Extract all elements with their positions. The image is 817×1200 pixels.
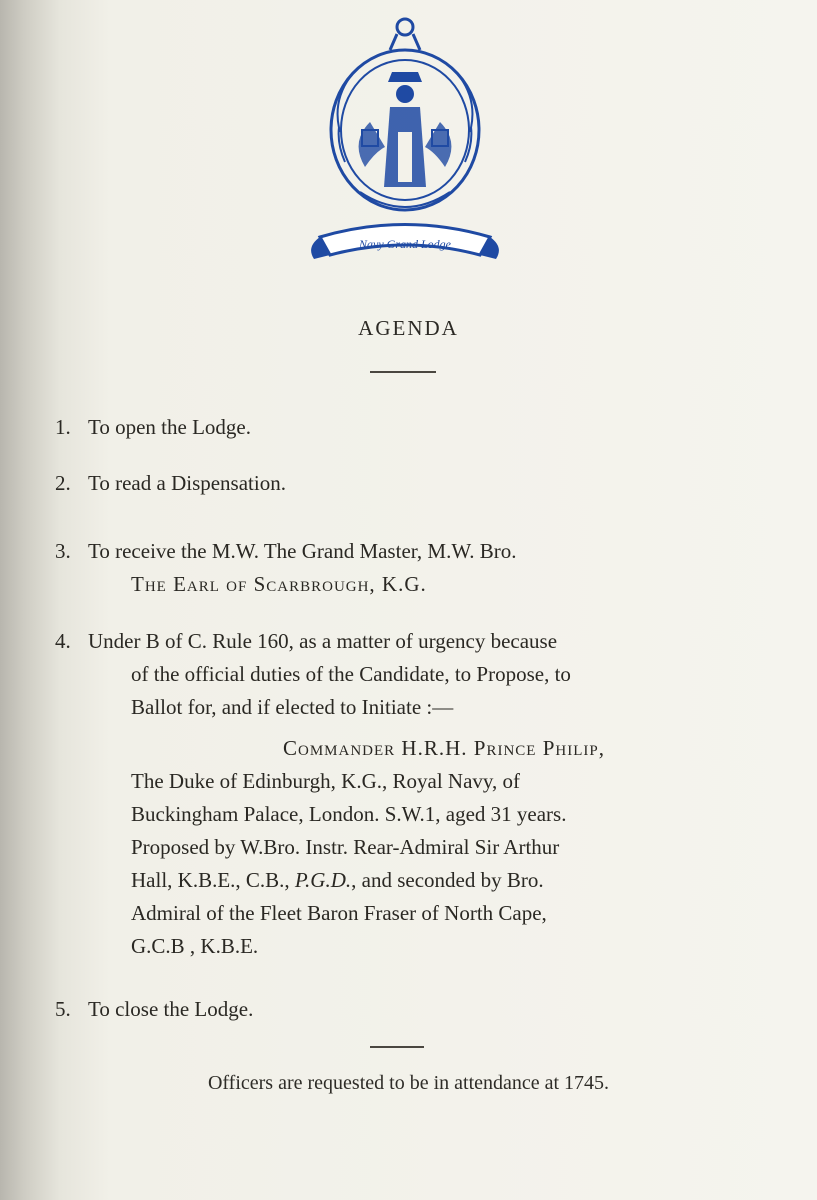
page-title: AGENDA xyxy=(358,316,459,340)
item-number: 1. xyxy=(55,415,71,439)
emblem-scroll-text: Navy Grand Lodge xyxy=(359,237,451,251)
candidate-line-5 xyxy=(131,864,544,897)
lodge-emblem-icon xyxy=(300,12,510,262)
candidate-line-4: Proposed by W.Bro. Instr. Rear-Admiral Sir Arthur xyxy=(131,835,560,859)
candidate-line-5-end: , and seconded by Bro. xyxy=(351,868,544,892)
item-text: To close the Lodge. xyxy=(88,997,254,1021)
candidate-line-6: Admiral of the Fleet Baron Fraser of North Cape, xyxy=(131,901,547,925)
candidate-line-3: Buckingham Palace, London. S.W.1, aged 31 years. xyxy=(131,802,567,826)
pgd-abbreviation: P.G.D. xyxy=(294,868,352,892)
agenda-item-4-line-2: of the official duties of the Candidate, to Propose, to xyxy=(131,662,571,686)
item-text: To read a Dispensation. xyxy=(88,471,286,495)
item-text-line-1: Under B of C. Rule 160, as a matter of urgency because xyxy=(88,629,558,653)
item-number: 4. xyxy=(55,629,71,653)
candidate-line-2: The Duke of Edinburgh, K.G., Royal Navy, of xyxy=(131,769,521,793)
item-number: 3. xyxy=(55,539,71,563)
title-divider xyxy=(370,371,436,373)
item-number: 5. xyxy=(55,997,71,1021)
attendance-note: Officers are requested to be in attendance at 1745. xyxy=(207,1072,610,1094)
agenda-item-3-line-2: The Earl of Scarbrough, K.G. xyxy=(131,572,427,596)
item-text: To open the Lodge. xyxy=(88,415,251,439)
agenda-item-3 xyxy=(55,535,516,568)
footer-divider xyxy=(370,1046,424,1048)
item-text-line-1: To receive the M.W. The Grand Master, M.W. Bro. xyxy=(88,539,517,563)
agenda-item-2 xyxy=(55,467,286,500)
candidate-line-1: Commander H.R.H. Prince Philip, xyxy=(283,736,605,760)
agenda-item-1 xyxy=(55,411,251,444)
item-number: 2. xyxy=(55,471,71,495)
agenda-item-4-line-3: Ballot for, and if elected to Initiate :— xyxy=(131,695,454,719)
agenda-item-5 xyxy=(55,993,253,1026)
candidate-line-7: G.C.B , K.B.E. xyxy=(131,934,259,958)
agenda-item-4 xyxy=(55,625,557,658)
candidate-line-5-start: Hall, K.B.E., C.B., xyxy=(131,868,295,892)
